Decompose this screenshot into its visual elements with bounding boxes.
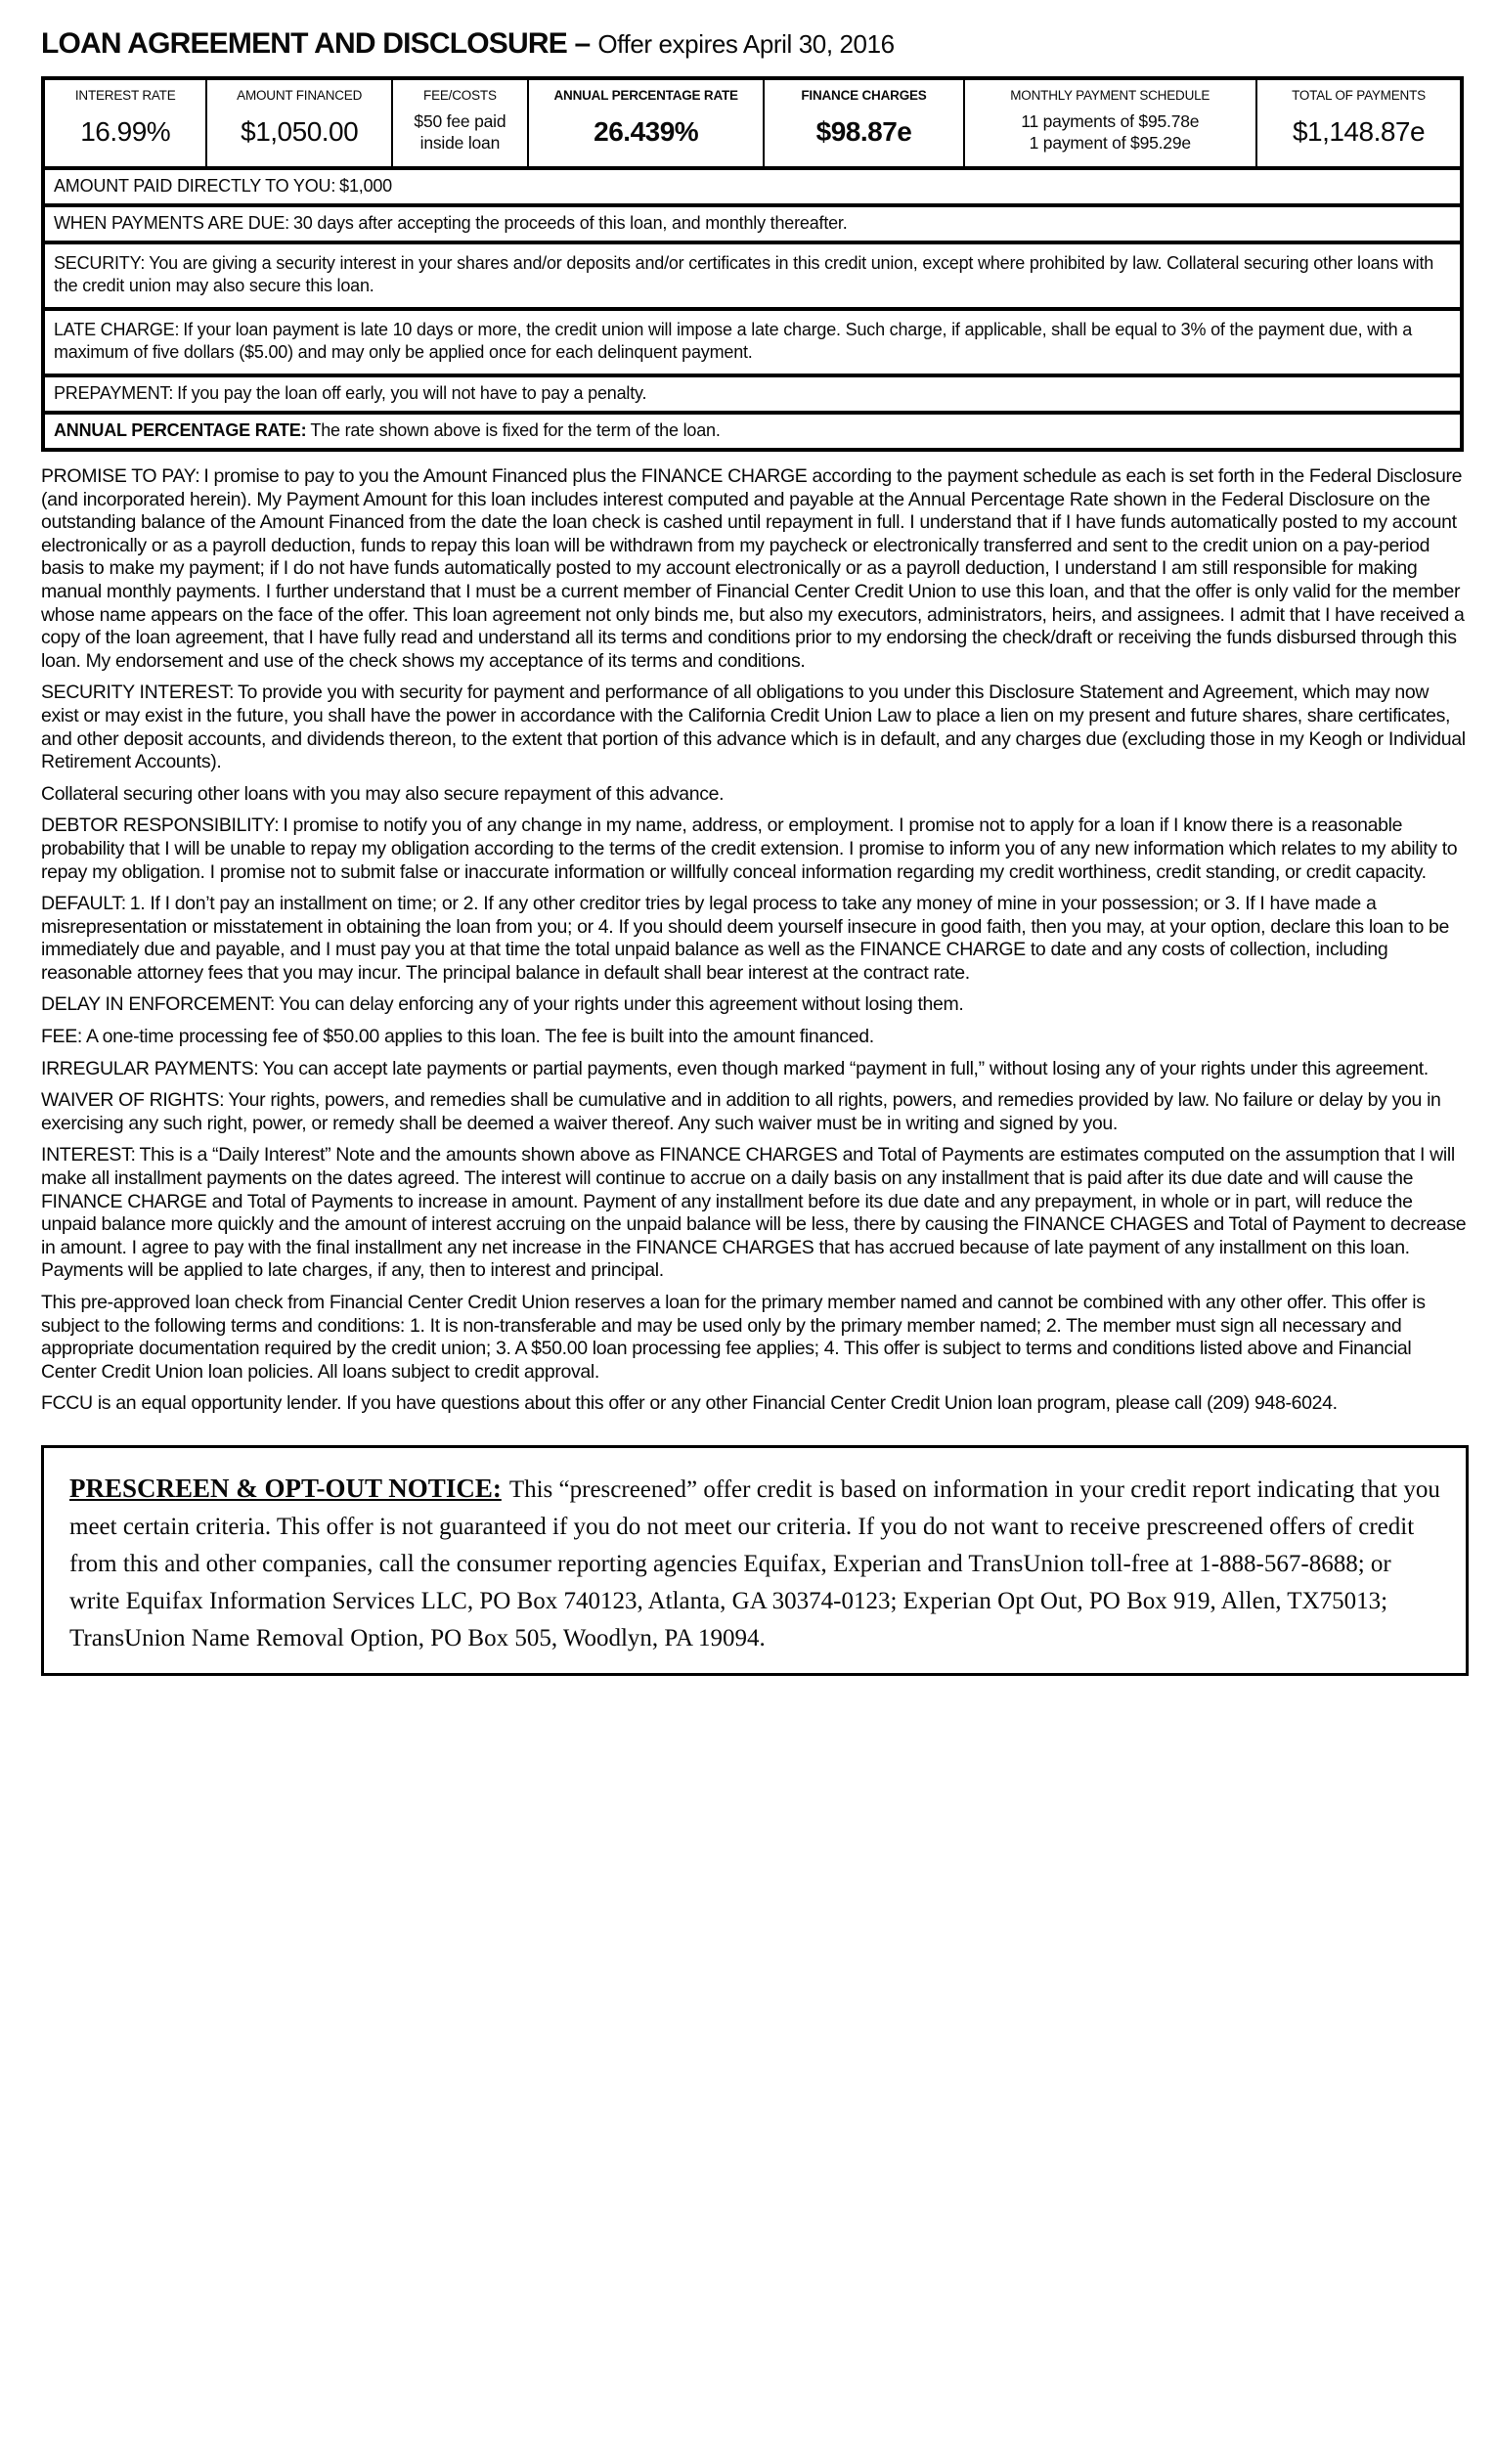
paragraph-text: A one-time processing fee of $50.00 applies to this loan. The fee is built into the amount financed. — [85, 1026, 874, 1048]
paragraph-label: IRREGULAR PAYMENTS: — [41, 1057, 259, 1079]
paragraph-text: Your rights, powers, and remedies shall be cumulative and in addition to all rights, powers, and remedies provided by law. No failure or delay by you in exercising any such right, power, or remedy shall be deemed a waiver thereof. Any such waiver must be in writing and signed by you. — [41, 1089, 1441, 1134]
paragraph-label: SECURITY INTEREST: — [41, 682, 235, 704]
paragraph-security-interest — [41, 682, 1469, 773]
cell-finance-charges — [765, 80, 964, 166]
prescreen-heading: PRESCREEN & OPT-OUT NOTICE: — [69, 1473, 502, 1503]
paragraph-text: I promise to notify you of any change in my name, address, or employment. I promise not to apply for a loan if I know there is a reasonable probability that I will be unable to repay my obligation according to the terms of the credit extension. I promise to inform you of any new information which relates to my ability to repay my obligation. I promise not to submit false or inaccurate information or willfully conceal information regarding my credit worthiness, credit standing, or credit capacity. — [41, 814, 1458, 883]
offer-expiry-text: Offer expires April 30, 2016 — [597, 29, 895, 59]
row-amount-paid-directly — [45, 170, 1460, 207]
cell-annual-percentage-rate — [529, 80, 766, 166]
paragraph-waiver-of-rights — [41, 1089, 1469, 1135]
fee-costs-value-line2: inside loan — [419, 132, 501, 153]
apr-value: 26.439% — [594, 115, 699, 147]
apr-row-text: The rate shown above is fixed for the term of the loan. — [310, 420, 721, 440]
finance-charges-label: FINANCE CHARGES — [801, 88, 927, 103]
cell-interest-rate — [45, 80, 207, 166]
paragraph-label: FEE: — [41, 1026, 82, 1048]
row-annual-percentage-rate — [45, 415, 1460, 448]
document-title-line — [41, 27, 1464, 61]
paragraph-label: DELAY IN ENFORCEMENT: — [41, 993, 275, 1016]
federal-disclosure-table — [41, 76, 1464, 452]
monthly-payment-schedule-line1: 11 payments of $95.78e — [1021, 110, 1200, 131]
paragraph-label: DEBTOR RESPONSIBILITY: — [41, 814, 280, 837]
paragraph-text: This pre-approved loan check from Financial Center Credit Union reserves a loan for the primary member named and cannot be combined with any other offer. This offer is subject to the following terms and conditions: 1. It is non-transferable and may be used only by the primary member named; 2. The member must sign all necessary and appropriate documentation required by the credit union; 3. A $50.00 loan processing fee applies; 4. This offer is subject to terms and conditions listed above and Financial Center Credit Union loan policies. All loans subject to credit approval. — [41, 1292, 1426, 1383]
paragraph-text: To provide you with security for payment and performance of all obligations to you under this Disclosure Statement and Agreement, which may now exist or may exist in the future, you shall have the power in accordance with the California Credit Union Law to place a lien on my present and future shares, share certificates, and other deposit accounts, and dividends thereon, to the extent that portion of this advance which is in default, and any charges due (excluding those in my Keogh or Individual Retirement Accounts). — [41, 682, 1466, 773]
cell-fee-costs — [393, 80, 529, 166]
apr-label: ANNUAL PERCENTAGE RATE — [553, 88, 738, 103]
monthly-payment-schedule-label: MONTHLY PAYMENT SCHEDULE — [1010, 88, 1210, 103]
row-when-payments-due — [45, 207, 1460, 244]
paragraph-label: WAIVER OF RIGHTS: — [41, 1089, 225, 1112]
monthly-payment-schedule-line2: 1 payment of $95.29e — [1029, 132, 1191, 153]
total-of-payments-label: TOTAL OF PAYMENTS — [1292, 88, 1426, 103]
agreement-body — [41, 465, 1469, 1416]
prepayment-label: PREPAYMENT: — [54, 383, 174, 403]
cell-total-of-payments — [1257, 80, 1460, 166]
fee-costs-value-line1: $50 fee paid — [414, 110, 506, 131]
late-charge-text: If your loan payment is late 10 days or more, the credit union will impose a late charge. Such charge, if applicable, shall be equal to 3% of the payment due, with a maximum of five dollars ($5.00) and may only be applied once for each delinquent payment. — [54, 320, 1413, 362]
paragraph-debtor-responsibility — [41, 814, 1469, 884]
amount-financed-value: $1,050.00 — [241, 115, 359, 147]
amount-financed-label: AMOUNT FINANCED — [237, 88, 363, 103]
page-title: LOAN AGREEMENT AND DISCLOSURE – — [41, 27, 591, 60]
interest-rate-value: 16.99% — [80, 115, 171, 147]
when-payments-due-label: WHEN PAYMENTS ARE DUE: — [54, 213, 289, 233]
paragraph-text: Collateral securing other loans with you may also secure repayment of this advance. — [41, 782, 725, 805]
prepayment-text: If you pay the loan off early, you will not have to pay a penalty. — [177, 383, 647, 403]
total-of-payments-value: $1,148.87e — [1292, 115, 1426, 147]
row-late-charge — [45, 311, 1460, 377]
when-payments-due-text: 30 days after accepting the proceeds of this loan, and monthly thereafter. — [292, 213, 848, 233]
paragraph-label: PROMISE TO PAY: — [41, 465, 200, 487]
amount-paid-text: $1,000 — [339, 176, 392, 196]
paragraph-equal-opportunity — [41, 1392, 1469, 1416]
paragraph-text: FCCU is an equal opportunity lender. If you have questions about this offer or any other Financial Center Credit Union loan program, please call (209) 948-6024. — [41, 1392, 1338, 1415]
finance-charges-value: $98.87e — [815, 115, 912, 147]
prescreen-opt-out-notice-box — [41, 1445, 1469, 1676]
paragraph-fee — [41, 1026, 1469, 1049]
prescreen-text: This “prescreened” offer credit is based on information in your credit report indicating that you meet certain criteria. This offer is not guaranteed if you do not meet our criteria. If you do not want to receive prescreened offers of credit from this and other companies, call the consumer reporting agencies Equifax, Experian and TransUnion toll-free at 1-888-567-8688; or write Equifax Information Services LLC, PO Box 740123, Atlanta, GA 30374-0123; Experian Opt Out, PO Box 919, Allen, TX75013; TransUnion Name Removal Option, PO Box 505, Woodlyn, PA 19094. — [69, 1475, 1440, 1651]
paragraph-default — [41, 893, 1469, 985]
late-charge-label: LATE CHARGE: — [54, 320, 180, 339]
paragraph-text: This is a “Daily Interest” Note and the amounts shown above as FINANCE CHARGES and Total of Payments are estimates computed on the assumption that I will make all installment payments on the dates agreed. The interest will continue to accrue on a daily basis on any installment that is paid after its due date and will cause the FINANCE CHARGE and Total of Payments to increase in amount. Payment of any installment before its due date and any prepayment, in whole or in part, will reduce the unpaid balance more quickly and the amount of interest accruing on the unpaid balance will be less, there by causing the FINANCE CHAGES and Total of Payment to decrease in amount. I agree to pay with the final installment any net increase in the FINANCE CHARGES that has accrued because of late payment of any installment on this loan. Payments will be applied to late charges, if any, then to interest and principal. — [41, 1144, 1467, 1282]
paragraph-text: I promise to pay to you the Amount Financed plus the FINANCE CHARGE according to the payment schedule as each is set forth in the Federal Disclosure (and incorporated herein). My Payment Amount for this loan includes interest computed and payable at the Annual Percentage Rate shown in the Federal Disclosure on the outstanding balance of the Amount Financed from the date the loan check is cashed until repayment in full. I understand that if I have funds automatically posted to my account electronically or as a payroll deduction, funds to repay this loan will be withdrawn from my paycheck or electronically transferred and sent to the credit union on a pay-period basis to make my payment; if I do not have funds automatically posted to my account electronically or as a payroll deduction, I understand I am still responsible for making manual monthly payments. I further understand that I must be a current member of Financial Center Credit Union to use this loan, and that the offer is only valid for the member whose name appears on the face of the offer. This loan agreement not only binds me, but also my executors, administrators, heirs, and assignees. I admit that I have received a copy of the loan agreement, that I have fully read and understand all its terms and conditions prior to my endorsing the check/draft or receiving the funds disbursed through this loan. My endorsement and use of the check shows my acceptance of its terms and conditions. — [41, 465, 1465, 672]
security-label: SECURITY: — [54, 253, 146, 273]
paragraph-preapproved-terms — [41, 1292, 1469, 1384]
interest-rate-label: INTEREST RATE — [74, 88, 176, 103]
paragraph-promise-to-pay — [41, 465, 1469, 673]
row-prepayment — [45, 377, 1460, 415]
amount-paid-label: AMOUNT PAID DIRECTLY TO YOU: — [54, 176, 336, 196]
paragraph-collateral — [41, 783, 1469, 807]
paragraph-interest — [41, 1144, 1469, 1283]
apr-row-label: ANNUAL PERCENTAGE RATE: — [54, 420, 307, 440]
security-text: You are giving a security interest in your shares and/or deposits and/or certificates in this credit union, except where prohibited by law. Collateral securing other loans with the credit union may also secure this loan. — [54, 253, 1434, 295]
paragraph-text: You can delay enforcing any of your rights under this agreement without losing them. — [278, 993, 964, 1016]
disclosure-columns-row — [45, 80, 1460, 170]
paragraph-irregular-payments — [41, 1058, 1469, 1081]
cell-amount-financed — [207, 80, 393, 166]
fee-costs-label: FEE/COSTS — [423, 88, 497, 103]
paragraph-text: 1. If I don’t pay an installment on time; or 2. If any other creditor tries by legal process to take any money of mine in your possession; or 3. If I have made a misrepresentation or misstatement in obtaining the loan from you; or 4. If you should deem yourself insecure in good faith, then you may, at your option, declare this loan to be immediately due and payable, and I must pay you at that time the total unpaid balance as well as the FINANCE CHARGE to date and any costs of collection, including reasonable attorney fees that you may incur. The principal balance in default shall bear interest at the contract rate. — [41, 893, 1450, 984]
cell-monthly-payment-schedule — [965, 80, 1258, 166]
paragraph-text: You can accept late payments or partial payments, even though marked “payment in full,” without losing any of your rights under this agreement. — [262, 1057, 1429, 1079]
paragraph-label: DEFAULT: — [41, 893, 126, 915]
paragraph-label: INTEREST: — [41, 1144, 136, 1166]
row-security — [45, 244, 1460, 311]
paragraph-delay-in-enforcement — [41, 993, 1469, 1017]
